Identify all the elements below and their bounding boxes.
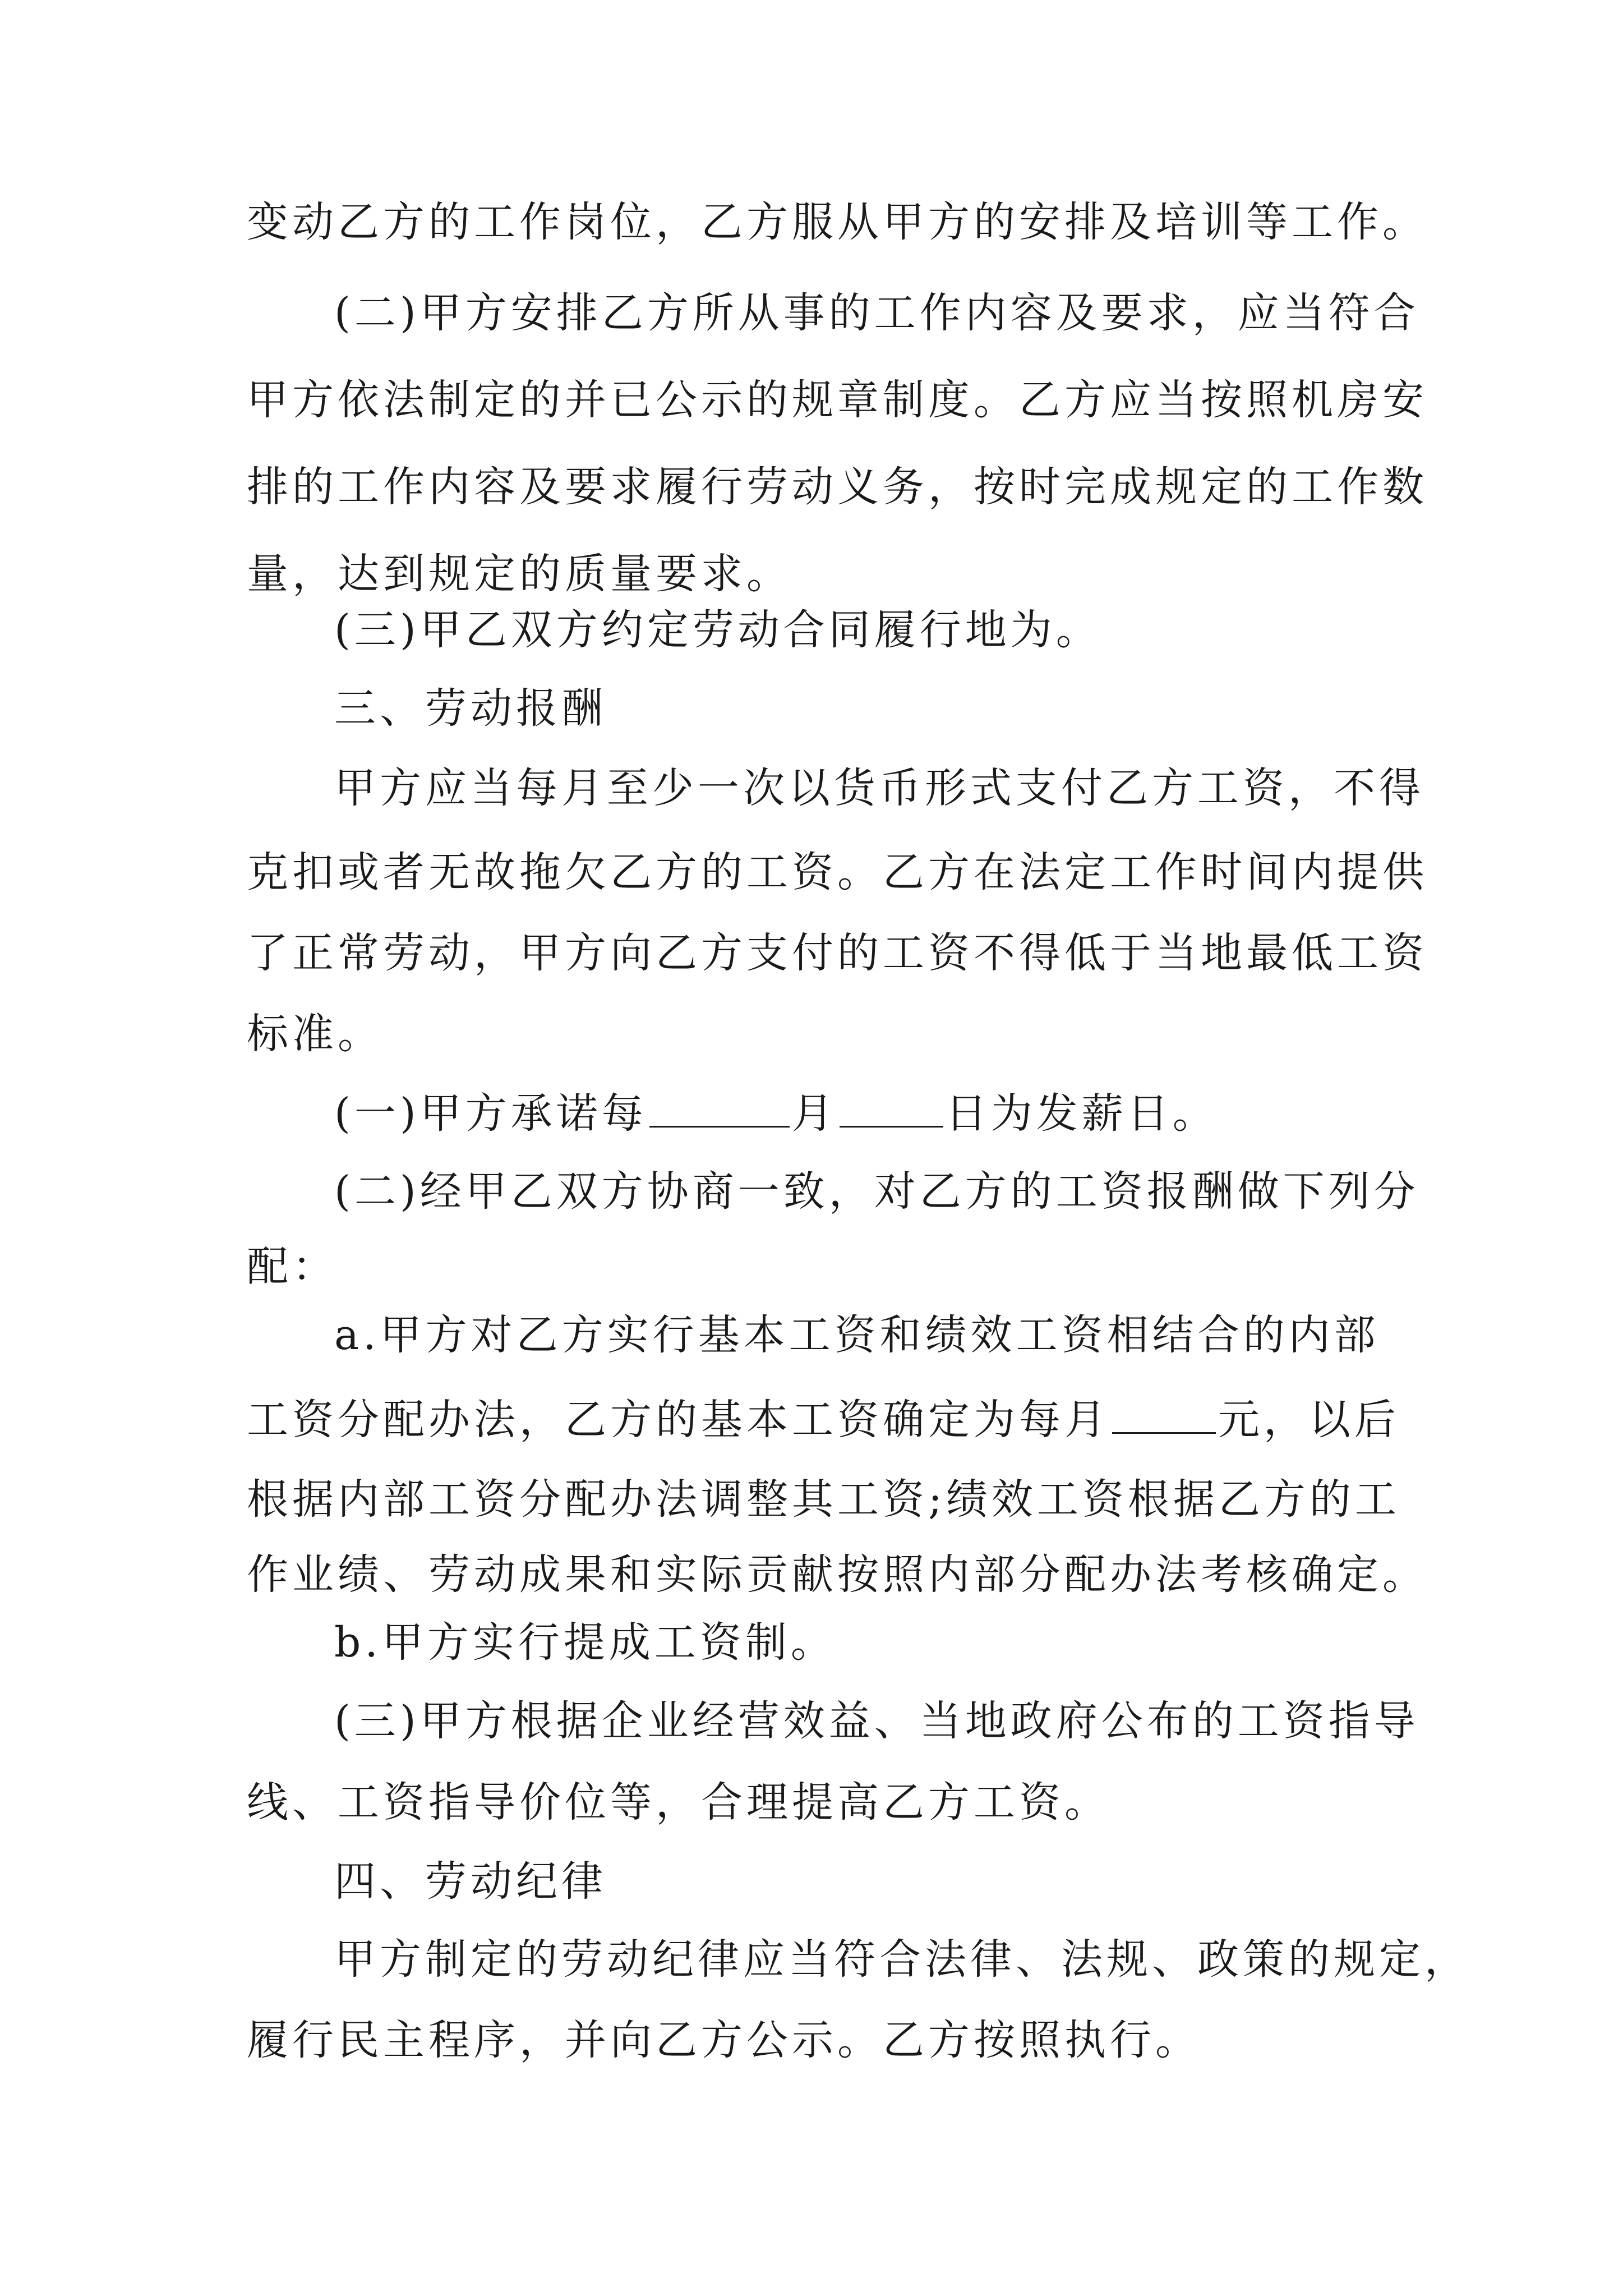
text-line: 根据内部工资分配办法调整其工资;绩效工资根据乙方的工: [247, 1475, 1400, 1524]
text-line: 排的工作内容及要求履行劳动义务，按时完成规定的工作数: [247, 463, 1428, 511]
text-line: 履行民主程序，并向乙方公示。乙方按照执行。: [247, 2016, 1201, 2064]
text-line: 甲方应当每月至少一次以货币形式支付乙方工资，不得: [334, 764, 1424, 812]
salary-line: [247, 1392, 1400, 1448]
text-line: b.甲方实行提成工资制。: [334, 1618, 836, 1667]
text-line: 标准。: [247, 1010, 383, 1058]
salary-text-2: 元，以后: [1218, 1396, 1400, 1444]
text-line: 克扣或者无故拖欠乙方的工资。乙方在法定工作时间内提供: [247, 848, 1428, 896]
text-line: 了正常劳动，甲方向乙方支付的工资不得低于当地最低工资: [247, 929, 1428, 977]
payday-text-1: (一)甲方承诺每: [334, 1089, 647, 1138]
text-line: a.甲方对乙方实行基本工资和绩效工资相结合的内部: [334, 1311, 1380, 1359]
text-line: 甲方依法制定的并已公示的规章制度。乙方应当按照机房安: [247, 376, 1428, 424]
text-line: (三)甲乙双方约定劳动合同履行地为。: [334, 606, 1101, 654]
text-line: (三)甲方根据企业经营效益、当地政府公布的工资指导: [334, 1697, 1419, 1745]
section-heading: 三、劳动报酬: [334, 684, 607, 733]
text-line: 甲方制定的劳动纪律应当符合法律、法规、政策的规定，: [334, 1935, 1470, 1984]
text-line: (二)甲方安排乙方所从事的工作内容及要求，应当符合: [334, 289, 1419, 337]
text-line: 线、工资指导价位等，合理提高乙方工资。: [247, 1778, 1110, 1826]
section-heading: 四、劳动纪律: [334, 1857, 607, 1906]
payday-line: [334, 1085, 1478, 1142]
salary-text-1: 工资分配办法，乙方的基本工资确定为每月: [247, 1396, 1110, 1444]
text-line: (二)经甲乙双方协商一致，对乙方的工资报酬做下列分: [334, 1167, 1419, 1216]
text-line: 作业绩、劳动成果和实际贡献按照内部分配办法考核确定。: [247, 1550, 1428, 1599]
blank-day-field: [840, 1089, 943, 1128]
text-line: 量，达到规定的质量要求。: [247, 550, 792, 598]
blank-salary-field: [1112, 1395, 1216, 1434]
text-line: 配：: [247, 1243, 338, 1291]
payday-text-2: 月: [791, 1089, 837, 1138]
payday-text-3: 日为发薪日。: [945, 1089, 1218, 1138]
text-line: 变动乙方的工作岗位，乙方服从甲方的安排及培训等工作。: [247, 198, 1428, 246]
blank-month-field: [649, 1089, 790, 1128]
